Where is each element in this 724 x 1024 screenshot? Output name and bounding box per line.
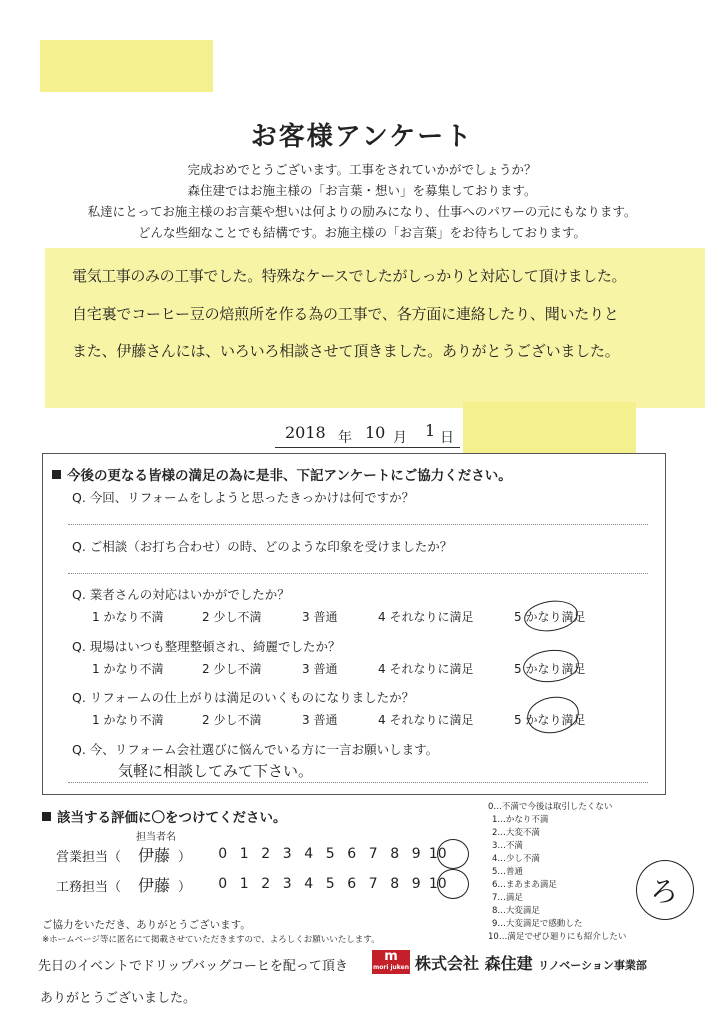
redacted-block-top — [40, 40, 213, 92]
intro-line-1: 完成おめでとうございます。工事をされていかがでしょうか？ — [187, 162, 537, 177]
legend-4: 4…少し不満 — [492, 854, 540, 864]
logo-text: mori juken — [373, 964, 409, 971]
legend-3: 3…不満 — [492, 841, 523, 851]
date-day-label: 日 — [440, 430, 454, 446]
construction-score-2[interactable]: 2 — [261, 876, 271, 892]
q5-option-4[interactable]: 4 それなりに満足 — [378, 713, 474, 727]
sales-score-9[interactable]: 9 — [411, 846, 421, 862]
survey-header: 今後の更なる皆様の満足の為に是非、下記アンケートにご協力ください。 — [52, 464, 512, 484]
sales-score-5[interactable]: 5 — [325, 846, 335, 862]
legend-6: 6…まあまあ満足 — [492, 880, 557, 890]
q4-option-4[interactable]: 4 それなりに満足 — [378, 662, 474, 676]
legend-9: 9…大変満足で感動した — [492, 919, 583, 929]
company-text: 株式会社 森住建 — [415, 954, 533, 973]
construction-score-0[interactable]: 0 — [218, 876, 228, 892]
sales-score-4[interactable]: 4 — [304, 846, 314, 862]
q3-option-4[interactable]: 4 それなりに満足 — [378, 610, 474, 624]
q4-option-1[interactable]: 1 かなり不満 — [92, 662, 164, 676]
legend-8: 8…大変満足 — [492, 906, 540, 916]
question-3: Q. 業者さんの対応はいかがでしたか？ — [72, 587, 290, 602]
answer-line-2 — [68, 573, 648, 574]
legend-10: 10…満足でぜひ廻りにも紹介したい — [488, 932, 627, 942]
company-division: リノベーション事業部 — [538, 959, 647, 972]
footer-handwritten-1: 先日のイベントでドリップバッグコーヒを配って頂き — [38, 959, 348, 974]
q3-option-3[interactable]: 3 普通 — [302, 610, 338, 624]
answer-line-6 — [68, 782, 648, 783]
legend-0: 0…不満で今後は取引したくない — [488, 802, 613, 812]
question-4: Q. 現場はいつも整理整頓され、綺麗でしたか？ — [72, 639, 341, 654]
staff-caption: 担当者名 — [136, 832, 176, 843]
legend-7: 7…満足 — [492, 893, 523, 903]
construction-scores — [212, 876, 449, 892]
intro-line-4: どんな些細なことでも結構です。お施主様の「お言葉」をお待ちしております。 — [137, 225, 586, 240]
intro-line-2: 森住建ではお施主様の「お言葉・想い」を募集しております。 — [187, 183, 537, 198]
company-name — [415, 951, 647, 974]
construction-label: 工務担当（ — [56, 880, 122, 895]
q3-option-1[interactable]: 1 かなり不満 — [92, 610, 164, 624]
construction-score-4[interactable]: 4 — [304, 876, 314, 892]
construction-close-paren: ） — [178, 880, 192, 895]
q5-option-1[interactable]: 1 かなり不満 — [92, 713, 164, 727]
date-day: 1 — [425, 421, 436, 440]
construction-selected-circle — [437, 869, 469, 899]
question-5: Q. リフォームの仕上がりは満足のいくものになりましたか？ — [72, 690, 415, 705]
sales-score-10[interactable]: 10 — [428, 846, 447, 862]
sales-score-3[interactable]: 3 — [282, 846, 292, 862]
q4-option-5[interactable]: 5 かなり満足 — [514, 662, 586, 676]
question-1: Q. 今回、リフォームをしようと思ったきっかけは何ですか？ — [72, 490, 415, 505]
sales-scores — [212, 846, 449, 862]
footer-note: ※ホームページ等に匿名にて掲載させていただきますので、よろしくお願いいたします。 — [42, 935, 380, 945]
legend-2: 2…大変不満 — [492, 828, 540, 838]
sales-score-8[interactable]: 8 — [390, 846, 400, 862]
construction-score-8[interactable]: 8 — [390, 876, 400, 892]
date-year-label: 年 — [338, 430, 352, 446]
sales-score-2[interactable]: 2 — [261, 846, 271, 862]
construction-score-6[interactable]: 6 — [347, 876, 357, 892]
company-logo: m mori juken — [372, 950, 410, 974]
sales-score-1[interactable]: 1 — [239, 846, 249, 862]
evaluation-header: 該当する評価に〇をつけてください。 — [42, 806, 287, 826]
intro-line-3: 私達にとってお施主様のお言葉や想いは何よりの励みになり、仕事へのパワーの元にもなります。 — [87, 204, 637, 219]
q4-option-3[interactable]: 3 普通 — [302, 662, 338, 676]
date-month: 10 — [365, 423, 386, 442]
construction-score-7[interactable]: 7 — [368, 876, 378, 892]
construction-name: 伊藤 — [138, 876, 171, 895]
construction-score-10[interactable]: 10 — [428, 876, 447, 892]
sales-score-0[interactable]: 0 — [218, 846, 228, 862]
answer-line-1 — [68, 524, 648, 525]
footer-thanks: ご協力をいただき、ありがとうございます。 — [42, 919, 251, 931]
q3-option-5[interactable]: 5 かなり満足 — [514, 610, 586, 624]
date-month-label: 月 — [393, 430, 407, 446]
q5-option-2[interactable]: 2 少し不満 — [202, 713, 262, 727]
signature: ろ — [650, 875, 679, 908]
date-year: 2018 — [285, 423, 326, 442]
q6-answer: 気軽に相談してみて下さい。 — [118, 762, 314, 780]
construction-score-1[interactable]: 1 — [239, 876, 249, 892]
comment-line-3: また、伊藤さんには、いろいろ相談させて頂きました。ありがとうございました。 — [72, 342, 620, 360]
construction-score-9[interactable]: 9 — [411, 876, 421, 892]
construction-score-5[interactable]: 5 — [325, 876, 335, 892]
construction-score-3[interactable]: 3 — [282, 876, 292, 892]
page-title: お客様アンケート — [250, 122, 474, 152]
q5-option-5[interactable]: 5 かなり満足 — [514, 713, 586, 727]
legend-5: 5…普通 — [492, 867, 523, 877]
sales-close-paren: ） — [178, 850, 192, 865]
redacted-block-name — [463, 402, 636, 454]
sales-label: 営業担当（ — [56, 850, 122, 865]
sales-name: 伊藤 — [138, 846, 171, 865]
q5-option-3[interactable]: 3 普通 — [302, 713, 338, 727]
sales-score-6[interactable]: 6 — [347, 846, 357, 862]
comment-line-2: 自宅裏でコーヒー豆の焙煎所を作る為の工事で、各方面に連絡したり、聞いたりと — [72, 305, 619, 323]
footer-handwritten-2: ありがとうございました。 — [40, 991, 197, 1006]
question-6: Q. 今、リフォーム会社選びに悩んでいる方に一言お願いします。 — [72, 742, 439, 757]
legend-1: 1…かなり不満 — [492, 815, 549, 825]
q3-option-2[interactable]: 2 少し不満 — [202, 610, 262, 624]
q4-option-2[interactable]: 2 少し不満 — [202, 662, 262, 676]
sales-score-7[interactable]: 7 — [368, 846, 378, 862]
sales-selected-circle — [437, 839, 469, 869]
question-2: Q. ご相談（お打ち合わせ）の時、どのような印象を受けましたか？ — [72, 539, 453, 554]
comment-line-1: 電気工事のみの工事でした。特殊なケースでしたがしっかりと対応して頂けました。 — [72, 267, 627, 285]
